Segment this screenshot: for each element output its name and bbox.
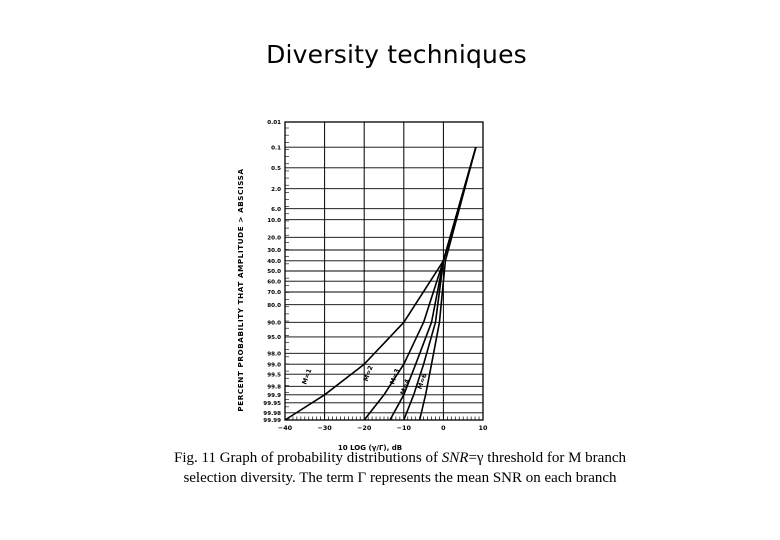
- probability-chart: [230, 110, 500, 455]
- y-tick-label-18: 99.8: [267, 384, 281, 391]
- y-tick-label-3: 2.0: [271, 186, 281, 193]
- curve-label-m4: M=4: [398, 377, 412, 396]
- y-axis-label: PERCENT PROBABILITY THAT AMPLITUDE > ABSCISSA: [236, 168, 245, 412]
- slide-title: Diversity techniques: [266, 40, 527, 69]
- y-tick-label-16: 99.0: [267, 362, 281, 369]
- y-tick-label-6: 20.0: [267, 235, 281, 242]
- x-tick-label-2: −20: [357, 424, 372, 432]
- caption-snr-term: SNR: [441, 450, 469, 466]
- y-tick-label-1: 0.1: [271, 145, 281, 152]
- y-tick-label-0: 0.01: [267, 120, 281, 127]
- caption-line-1-end: =γ threshold for M branch: [468, 450, 626, 466]
- cdf-figure: [230, 110, 500, 455]
- y-tick-label-4: 6.0: [271, 206, 281, 213]
- caption-line-1-start: Fig. 11 Graph of probability distributions of: [174, 450, 442, 466]
- y-tick-label-10: 60.0: [267, 279, 281, 286]
- y-tick-label-21: 99.98: [263, 411, 281, 418]
- curve-label-m2: M=2: [361, 364, 375, 383]
- y-tick-label-12: 80.0: [267, 302, 281, 309]
- curve-label-m6: M=6: [415, 372, 429, 391]
- y-tick-label-13: 90.0: [267, 320, 281, 327]
- y-tick-label-19: 99.9: [267, 393, 281, 400]
- x-tick-label-1: −30: [317, 424, 332, 432]
- y-tick-label-15: 98.0: [267, 351, 281, 358]
- x-tick-label-3: −10: [396, 424, 411, 432]
- curve-label-m1: M=1: [300, 367, 314, 386]
- y-tick-label-22: 99.99: [263, 418, 281, 425]
- x-tick-label-0: −40: [277, 424, 293, 432]
- y-tick-label-9: 50.0: [267, 269, 281, 276]
- y-tick-label-8: 40.0: [267, 259, 281, 266]
- y-tick-label-20: 99.95: [263, 401, 281, 408]
- curve-label-m3: M=3: [388, 367, 402, 386]
- y-tick-label-11: 70.0: [267, 290, 281, 297]
- x-tick-label-4: 0: [441, 424, 446, 432]
- x-axis-label: 10 LOG (γ/Γ), dB: [337, 444, 403, 452]
- caption-line-2: selection diversity. The term Γ represents the mean SNR on each branch: [183, 470, 617, 486]
- caption-line-1: [120, 448, 680, 468]
- y-tick-label-5: 10.0: [267, 217, 281, 224]
- y-tick-label-7: 30.0: [267, 248, 281, 255]
- x-tick-label-5: 10: [478, 424, 488, 432]
- figure-caption: [120, 448, 680, 488]
- y-tick-label-14: 95.0: [267, 335, 281, 342]
- y-tick-label-17: 99.5: [267, 372, 281, 379]
- y-tick-label-2: 0.5: [271, 166, 281, 173]
